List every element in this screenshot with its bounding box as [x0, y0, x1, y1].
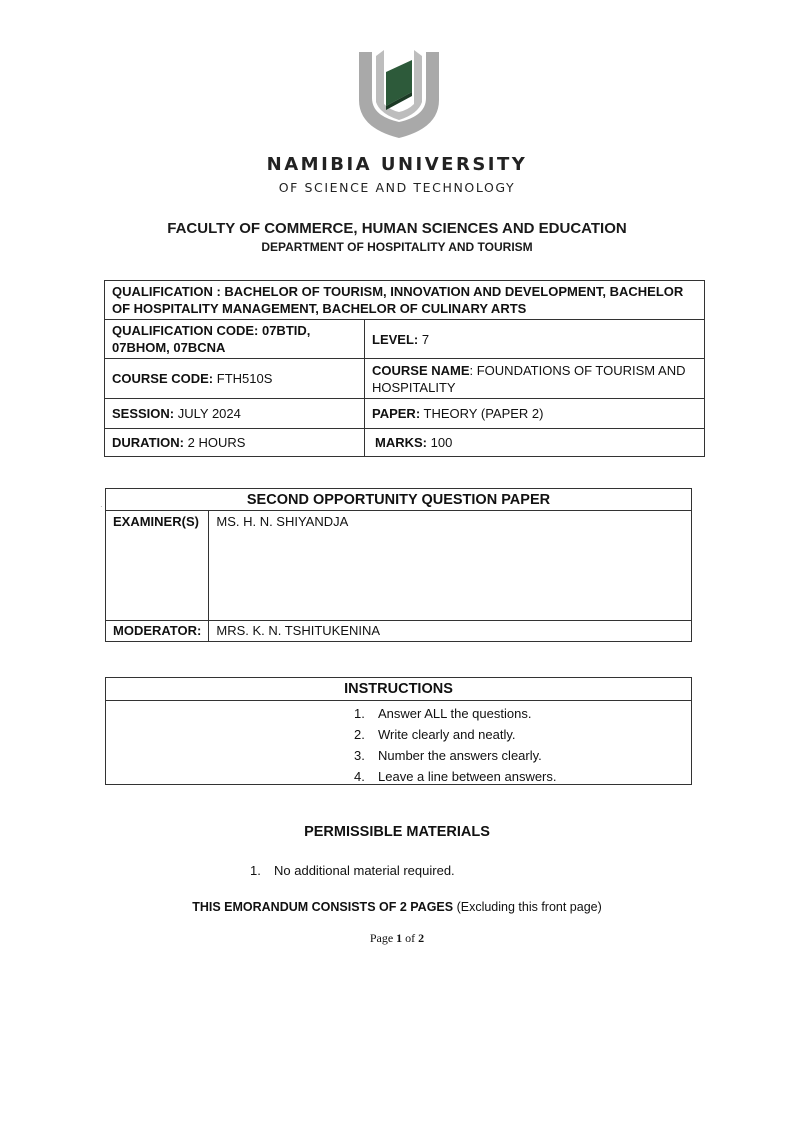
list-item: [354, 703, 557, 724]
session-value: JULY 2024: [177, 406, 241, 421]
session-label: SESSION:: [112, 406, 175, 421]
paper-type-title: SECOND OPPORTUNITY QUESTION PAPER: [106, 489, 692, 511]
instructions-title: INSTRUCTIONS: [106, 678, 691, 701]
qualification-cell: QUALIFICATION : BACHELOR OF TOURISM, INNOVATION AND DEVELOPMENT, BACHELOR OF HOSPITALITY MANAGEMENT, BACHELOR OF CULINARY ARTS: [105, 281, 705, 320]
duration-value: 2 HOURS: [187, 435, 246, 450]
list-item-text: Answer ALL the questions.: [378, 706, 532, 721]
level-label: LEVEL:: [372, 331, 419, 347]
session-cell: [105, 399, 365, 429]
list-item-text: Number the answers clearly.: [378, 748, 542, 763]
university-shield-icon: [356, 46, 442, 140]
paper-label: PAPER:: [372, 406, 421, 421]
list-item-text: Write clearly and neatly.: [378, 727, 516, 742]
instructions-box: [105, 677, 692, 785]
course-name-cell: [365, 359, 705, 399]
marks-label: MARKS:: [375, 435, 427, 450]
list-item-number: 1.: [354, 706, 365, 721]
level-cell: [365, 320, 705, 359]
instructions-list: [354, 703, 557, 787]
level-value: 7: [421, 331, 430, 347]
page-current: 1: [396, 931, 403, 945]
list-item: [354, 766, 557, 787]
permissible-materials-title: PERMISSIBLE MATERIALS: [304, 824, 490, 840]
list-item: [354, 724, 557, 745]
permissible-item-number: 1.: [250, 863, 261, 878]
qualification-table: [104, 280, 705, 457]
moderator-value: MRS. K. N. TSHITUKENINA: [209, 621, 692, 642]
course-code-cell: [105, 359, 365, 399]
marks-value: 100: [430, 435, 453, 450]
page-count-bold: THIS EMORANDUM CONSISTS OF 2 PAGES: [192, 900, 454, 914]
duration-cell: [105, 429, 365, 457]
list-item: [354, 745, 557, 766]
course-name-value: : FOUNDATIONS OF TOURISM AND HOSPITALITY: [372, 362, 686, 395]
university-name: NAMIBIA UNIVERSITY: [266, 154, 528, 175]
page-of: of: [402, 931, 419, 945]
page-count-rest: (Excluding this front page): [453, 900, 602, 914]
qualification-code-cell: QUALIFICATION CODE: 07BTID, 07BHOM, 07BCNA: [105, 320, 365, 359]
faculty-heading: FACULTY OF COMMERCE, HUMAN SCIENCES AND EDUCATION: [167, 220, 627, 237]
page-number: [0, 931, 794, 946]
examiner-value: MS. H. N. SHIYANDJA: [209, 511, 692, 621]
marks-cell: [365, 429, 705, 457]
paper-value: THEORY (PAPER 2): [423, 406, 544, 421]
duration-label: DURATION:: [112, 435, 184, 450]
scan-mark: ·: [100, 502, 103, 511]
examiners-table: [105, 488, 692, 642]
examiner-label: EXAMINER(S): [106, 511, 209, 621]
moderator-label: MODERATOR:: [106, 621, 209, 642]
course-name-label: COURSE NAME: [372, 362, 470, 378]
page-total: 2: [418, 931, 425, 945]
university-logo: [356, 46, 442, 140]
university-subtitle: OF SCIENCE AND TECHNOLOGY: [278, 180, 516, 195]
course-code-label: COURSE CODE:: [112, 371, 214, 386]
list-item-number: 2.: [354, 727, 365, 742]
paper-cell: [365, 399, 705, 429]
department-heading: DEPARTMENT OF HOSPITALITY AND TOURISM: [261, 240, 533, 254]
page-count-note: [0, 900, 794, 914]
list-item-text: Leave a line between answers.: [378, 769, 557, 784]
page-prefix: Page: [369, 931, 397, 945]
list-item-number: 4.: [354, 769, 365, 784]
list-item-number: 3.: [354, 748, 365, 763]
permissible-materials-item: [250, 863, 455, 878]
permissible-item-text: No additional material required.: [274, 863, 455, 878]
course-code-value: FTH510S: [216, 371, 273, 386]
